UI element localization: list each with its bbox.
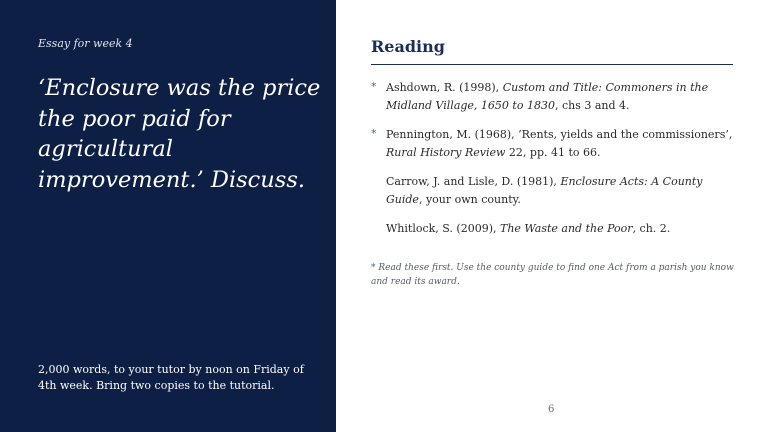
footnote-star-icon: * (371, 263, 376, 273)
title-panel (0, 0, 336, 432)
essay-kicker: Essay for week 4 (38, 37, 133, 50)
submission-note: 2,000 words, to your tutor by noon on Friday of 4th week. Bring two copies to the tutorial. (38, 363, 304, 392)
reading-list (371, 79, 741, 249)
ref-details: , your own county. (418, 193, 521, 206)
footnote-text: Read these first. Use the county guide to find one Act from a parish you know and read its award. (371, 263, 734, 287)
ref-details: , ch. 2. (632, 222, 671, 235)
reading-panel (336, 0, 768, 432)
star-icon: * (371, 127, 377, 140)
ref-authors: Whitlock, S. (2009), (386, 222, 500, 235)
ref-title: Rural History Review (386, 146, 506, 159)
reading-item (371, 79, 741, 115)
reading-item (371, 173, 741, 209)
ref-title: Custom and Title: Commoners in the Midland Village, 1650 to 1830 (386, 81, 709, 112)
ref-details: , chs 3 and 4. (554, 99, 630, 112)
ref-details: 22, pp. 41 to 66. (505, 146, 601, 159)
reading-item (371, 126, 741, 162)
star-icon: * (371, 80, 377, 93)
ref-title: Enclosure Acts: A County Guide (386, 175, 703, 206)
ref-authors: Pennington, M. (1968), ‘Rents, yields and the commissioners’, (386, 128, 733, 141)
reading-heading: Reading (371, 37, 445, 56)
ref-authors: Ashdown, R. (1998), (386, 81, 503, 94)
page-number: 6 (548, 404, 555, 415)
essay-question: ‘Enclosure was the price the poor paid for agricultural improvement.’ Discuss. (38, 75, 321, 193)
reading-item (371, 220, 741, 238)
ref-title: The Waste and the Poor (500, 222, 633, 235)
heading-rule (371, 64, 733, 65)
ref-authors: Carrow, J. and Lisle, D. (1981), (386, 175, 561, 188)
reading-footnote (371, 261, 741, 289)
